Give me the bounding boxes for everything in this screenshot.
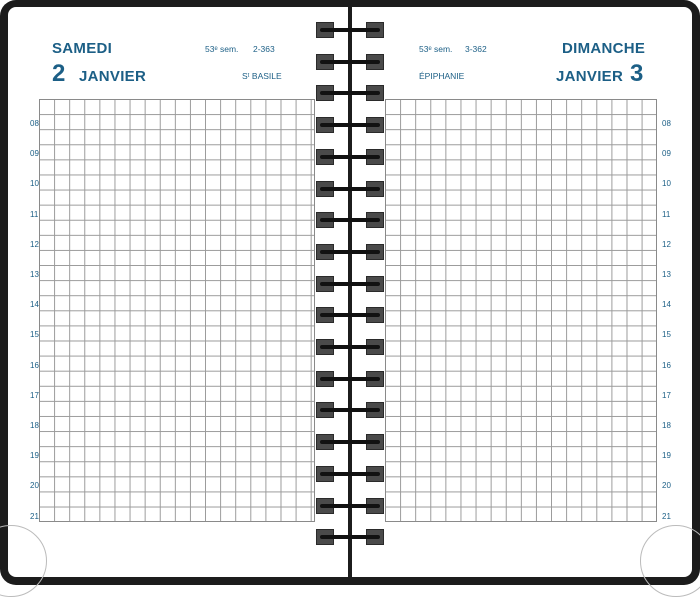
right-grid[interactable] xyxy=(385,99,657,522)
hour-label-left: 09 xyxy=(30,149,39,159)
hour-label-left: 16 xyxy=(30,360,39,370)
right-week-info: 53ᵉ sem. xyxy=(419,44,453,54)
spiral-wire xyxy=(320,345,380,349)
hour-label-right: 15 xyxy=(662,330,671,340)
hour-label-left: 18 xyxy=(30,421,39,430)
left-day-count: 2-363 xyxy=(253,44,275,54)
hour-label-right: 20 xyxy=(662,481,671,491)
hour-label-right: 16 xyxy=(662,360,671,370)
hour-label-left: 21 xyxy=(30,511,39,521)
hour-label-right: 17 xyxy=(662,390,671,400)
right-day-count: 3-362 xyxy=(465,44,487,54)
hour-label-left: 15 xyxy=(30,330,39,340)
hour-label-left: 13 xyxy=(30,270,39,279)
hour-label-right: 18 xyxy=(662,421,671,430)
left-day-number: 2 xyxy=(52,60,66,87)
right-month: JANVIER xyxy=(556,68,624,85)
spiral-wire xyxy=(320,472,380,476)
spiral-wire xyxy=(320,218,380,222)
hour-label-right: 21 xyxy=(662,511,671,521)
hour-label-left: 14 xyxy=(30,300,39,310)
hour-label-right: 13 xyxy=(662,270,671,279)
hour-label-right: 11 xyxy=(662,209,671,219)
hour-label-right: 08 xyxy=(662,119,671,128)
spiral-wire xyxy=(320,377,380,381)
hour-label-right: 10 xyxy=(662,179,671,189)
hour-label-right: 12 xyxy=(662,239,671,249)
hour-label-left: 11 xyxy=(30,209,39,219)
spiral-wire xyxy=(320,250,380,254)
hour-label-left: 19 xyxy=(30,451,39,461)
hour-label-right: 14 xyxy=(662,300,671,310)
right-saint: ÉPIPHANIE xyxy=(419,71,465,81)
spiral-wire xyxy=(320,313,380,317)
right-day-name: DIMANCHE xyxy=(562,40,646,57)
hour-label-left: 10 xyxy=(30,179,39,189)
left-week-info: 53ᵉ sem. xyxy=(205,44,239,54)
hour-label-left: 08 xyxy=(30,119,39,128)
left-month: JANVIER xyxy=(79,68,147,85)
hour-label-left: 17 xyxy=(30,390,39,400)
spiral-wire xyxy=(320,28,380,32)
spiral-wire xyxy=(320,123,380,127)
spiral-wire xyxy=(320,187,380,191)
left-saint: Sᵗ BASILE xyxy=(242,71,282,81)
left-grid[interactable] xyxy=(39,99,315,522)
hour-label-right: 09 xyxy=(662,149,671,159)
spiral-wire xyxy=(320,282,380,286)
spiral-wire xyxy=(320,504,380,508)
spiral-wire xyxy=(320,91,380,95)
hour-label-left: 12 xyxy=(30,239,39,249)
spiral-wire xyxy=(320,408,380,412)
spiral-wire xyxy=(320,535,380,539)
right-corner-mark xyxy=(640,525,700,597)
spiral-wire xyxy=(320,155,380,159)
right-day-number: 3 xyxy=(630,60,644,87)
hour-label-right: 19 xyxy=(662,451,671,461)
hour-label-left: 20 xyxy=(30,481,39,491)
spiral-wire xyxy=(320,60,380,64)
spine xyxy=(348,0,352,585)
left-day-name: SAMEDI xyxy=(52,40,113,57)
spiral-wire xyxy=(320,440,380,444)
